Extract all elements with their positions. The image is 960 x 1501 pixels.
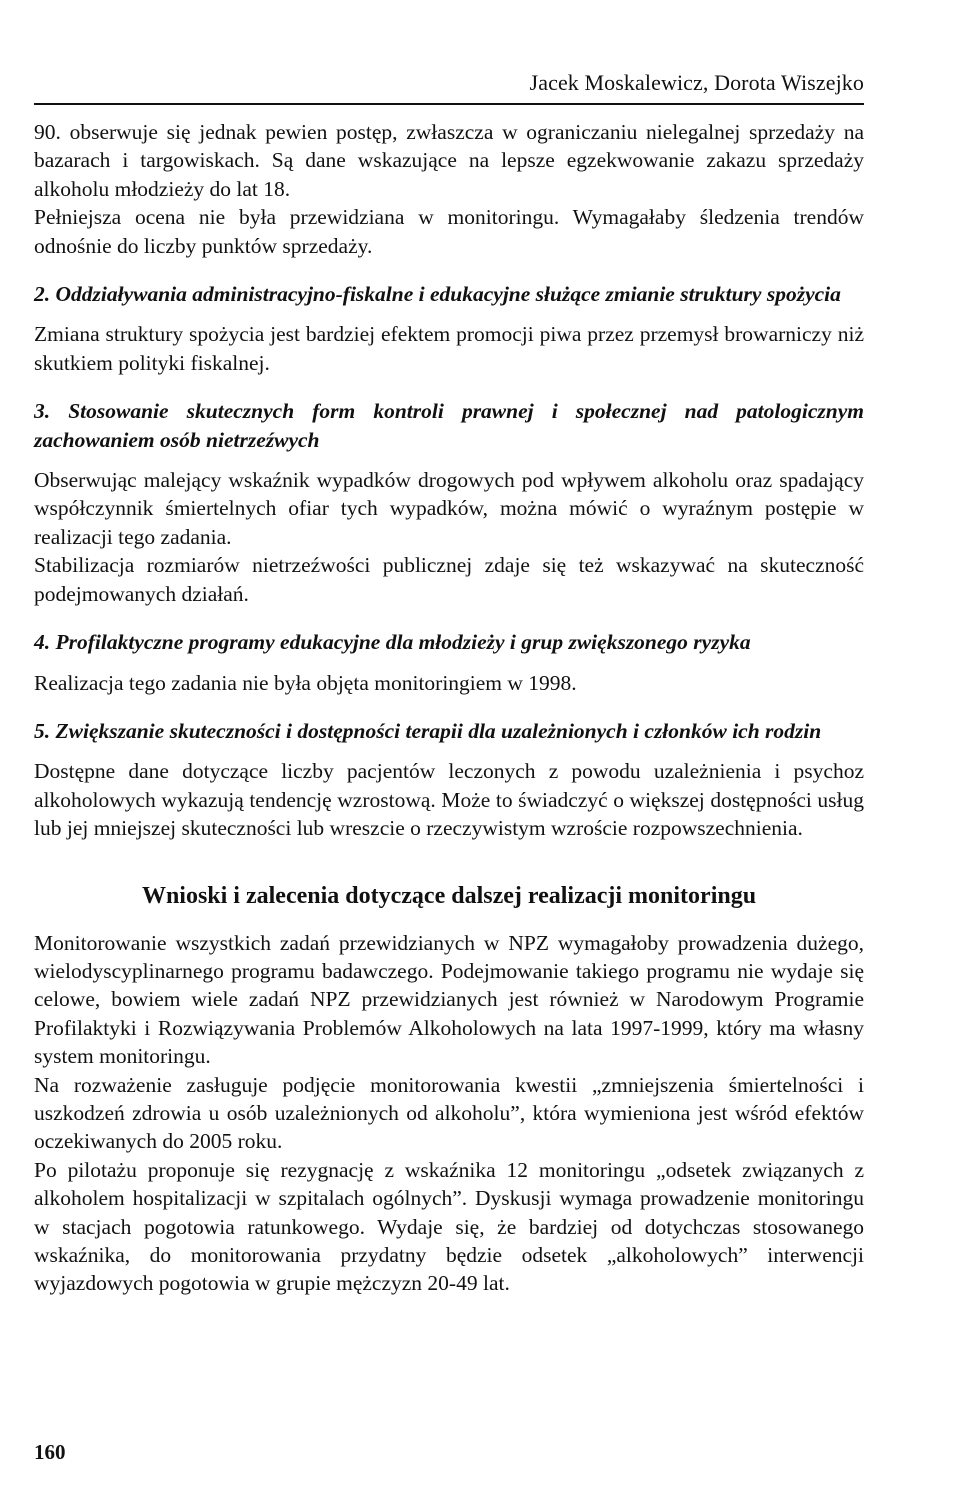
item-paragraph-4: Realizacja tego zadania nie była objęta monitoringiem w 1998. xyxy=(34,670,577,695)
item-paragraph-2: Zmiana struktury spożycia jest bardziej efektem promocji piwa przez przemysł browarniczy niż skutkiem polityki fiskalnej. xyxy=(34,322,864,375)
page-body xyxy=(34,118,864,1298)
conclusions-paragraph-1: Monitorowanie wszystkich zadań przewidzianych w NPZ wymagałoby prowadzenia dużego, wielodyscyplinarnego programu badawczego. Podejmowanie takiego programu nie wydaje się celowe, bowiem wiele zadań NPZ przewidzianych jest również w Narodowym Programie Profilaktyki i Rozwiązywania Problemów Alkoholowych na lata 1997-1999, który ma własny system monitoringu. xyxy=(34,930,864,1069)
item-heading-2: 2. Oddziaływania administracyjno-fiskalne i edukacyjne służące zmianie struktury spożycia xyxy=(34,282,841,307)
item-heading-4: 4. Profilaktyczne programy edukacyjne dla młodzieży i grup zwiększonego ryzyka xyxy=(34,630,751,655)
paragraph-intro-2: Pełniejsza ocena nie była przewidziana w monitoringu. Wymagałaby śledzenia trendów odnośnie do liczby punktów sprzedaży. xyxy=(34,205,864,258)
running-head: Jacek Moskalewicz, Dorota Wiszejko xyxy=(529,70,864,95)
conclusions-paragraph-3: Po pilotażu proponuje się rezygnację z wskaźnika 12 monitoringu „odsetek związanych z alkoholem hospitalizacji w szpitalach ogólnych”. Dyskusji wymaga prowadzenie monitoringu w stacjach pogotowia ratunkowego. Wydaje się, że bardziej od dotychczas stosowanego wskaźnika, do monitorowania przydatny będzie odsetek „alkoholowych” interwencji wyjazdowych pogotowia w grupie mężczyzn 20-49 lat. xyxy=(34,1157,864,1296)
paragraph-intro: 90. obserwuje się jednak pewien postęp, zwłaszcza w ograniczaniu nielegalnej sprzedaży na bazarach i targowiskach. Są dane wskazujące na lepsze egzekwowanie zakazu sprzedaży alkoholu młodzieży do lat 18. xyxy=(34,120,864,201)
page-number: 160 xyxy=(34,1440,66,1464)
item-heading-3: 3. Stosowanie skutecznych form kontroli prawnej i społecznej nad patologicznym zachowaniem osób nietrzeźwych xyxy=(34,399,864,452)
section-title-conclusions: Wnioski i zalecenia dotyczące dalszej realizacji monitoringu xyxy=(141,882,757,909)
item-heading-5: 5. Zwiększanie skuteczności i dostępności terapii dla uzależnionych i członków ich rodzin xyxy=(34,718,822,743)
item-paragraph-3a: Obserwując malejący wskaźnik wypadków drogowych pod wpływem alkoholu oraz spadający współczynnik śmiertelnych ofiar tych wypadków, można mówić o wyraźnym postępie w realizacji tego zadania. xyxy=(34,468,864,549)
header-rule xyxy=(34,103,864,105)
conclusions-paragraph-2: Na rozważenie zasługuje podjęcie monitorowania kwestii „zmniejszenia śmiertelności i uszkodzeń zdrowia u osób uzależnionych od alkoholu”, która wymieniona jest wśród efektów oczekiwanych do 2005 roku. xyxy=(34,1072,864,1154)
item-paragraph-3b: Stabilizacja rozmiarów nietrzeźwości publicznej zdaje się też wskazywać na skuteczność podejmowanych działań. xyxy=(34,553,864,606)
item-paragraph-5: Dostępne dane dotyczące liczby pacjentów leczonych z powodu uzależnienia i psychoz alkoholowych wykazują tendencję wzrostową. Może to świadczyć o większej dostępności usług lub jej mniejszej skuteczności lub wreszcie o rzeczywistym wzroście rozpowszechnienia. xyxy=(34,759,864,841)
